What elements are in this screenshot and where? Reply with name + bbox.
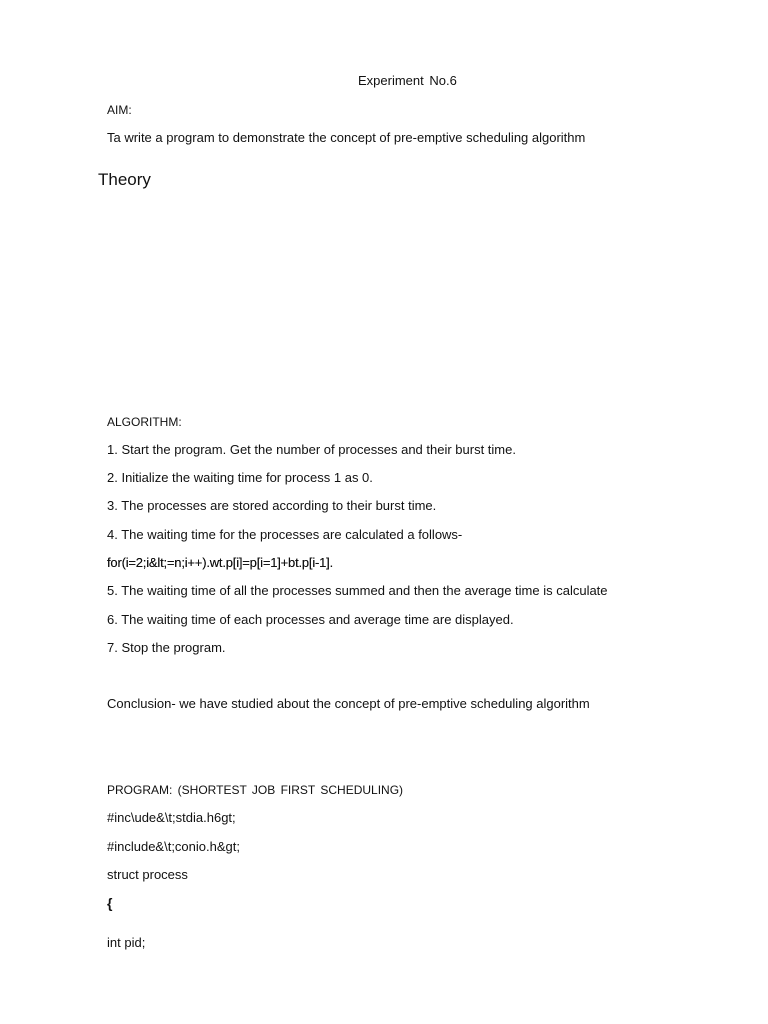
code-line: { [107,895,113,911]
aim-label: AIM: [107,103,132,117]
algorithm-step: 1. Start the program. Get the number of processes and their burst time. [107,442,516,457]
algorithm-formula: for(i=2;i&lt;=n;i++).wt.p[i]=p[i=1]+bt.p[i-1]. [107,555,334,570]
algorithm-step: 7. Stop the program. [107,640,226,655]
algorithm-step: 2. Initialize the waiting time for process 1 as 0. [107,470,373,485]
algorithm-step: 5. The waiting time of all the processes summed and then the average time is calculate [107,583,608,598]
code-line: #inc\ude&\t;stdia.h6gt; [107,810,236,825]
algorithm-step: 4. The waiting time for the processes are calculated a follows- [107,527,463,542]
experiment-title: Experiment No.6 [358,73,457,88]
code-line: #include&\t;conio.h&gt; [107,839,240,854]
code-line: int pid; [107,935,146,950]
algorithm-step: 3. The processes are stored according to their burst time. [107,498,437,513]
program-label: PROGRAM: (SHORTEST JOB FIRST SCHEDULING) [107,783,404,797]
theory-heading: Theory [98,170,151,189]
conclusion-text: Conclusion- we have studied about the concept of pre-emptive scheduling algorithm [107,696,590,711]
code-line: struct process [107,867,188,882]
aim-text: Ta write a program to demonstrate the concept of pre-emptive scheduling algorithm [107,130,586,145]
algorithm-label: ALGORITHM: [107,415,182,429]
algorithm-step: 6. The waiting time of each processes and average time are displayed. [107,612,514,627]
